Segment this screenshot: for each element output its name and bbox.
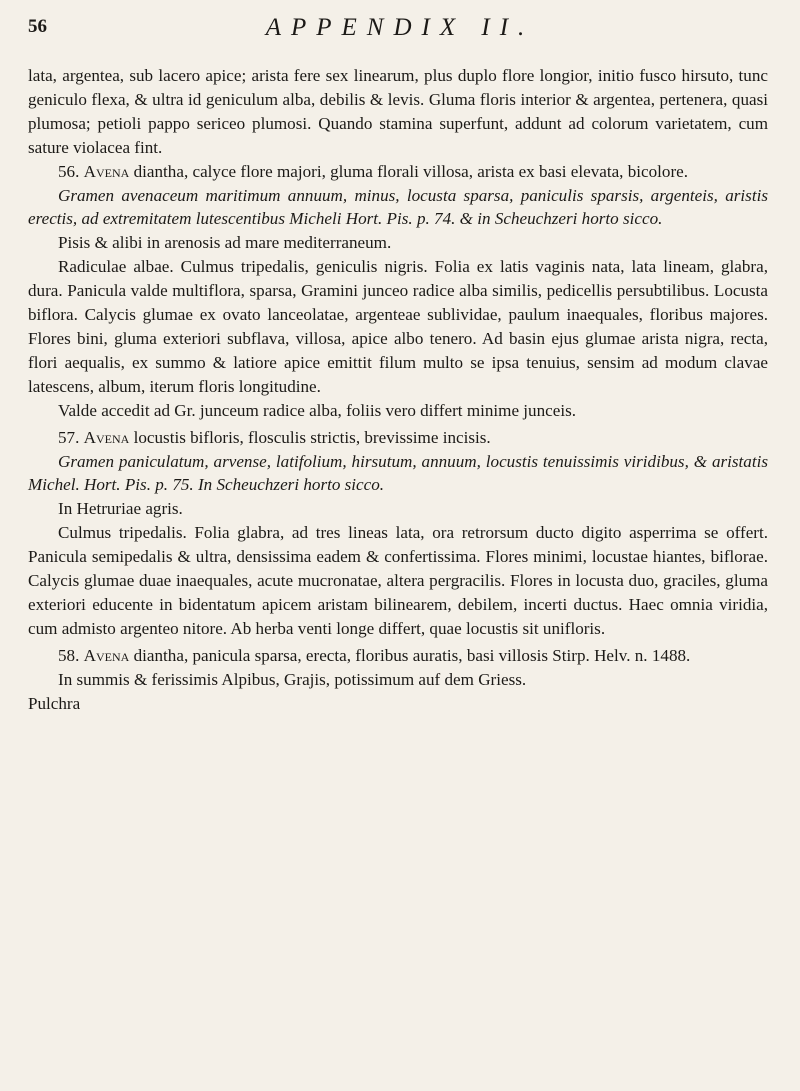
genus-name: Avena	[83, 427, 130, 447]
species-number: 56.	[58, 161, 80, 181]
synonym-text: Gramen avenaceum maritimum annuum, minus, locusta sparsa, paniculis sparsis, argenteis, aristis erectis, ad extremitatem lutescentibus Micheli Hort. Pis. p. 74. & in Scheuchzeri horto sicco.	[28, 185, 768, 229]
species-diagnosis: diantha, calyce flore majori, gluma florali villosa, arista ex basi elevata, bicolore.	[133, 161, 689, 181]
page-header	[0, 14, 800, 54]
habitat-entry	[28, 231, 768, 255]
paragraph-text: lata, argentea, sub lacero apice; arista fere sex linearum, plus duplo flore longior, initio fusco hirsuto, tunc geniculo flexa, & ultra id geniculum alba, debilis & levis. Gluma floris interior & argentea, pertenera, quasi plumosa; petioli pappo sericeo plumosi. Quando stamina superfunt, addunt ad colorum varietatem, cum sature violacea fint.	[28, 66, 768, 157]
description-text: Radiculae albae. Culmus tripedalis, geniculis nigris. Folia ex latis vaginis nata, lata lineam, glabra, dura. Panicula valde multiflora, sparsa, Gramini junceo radice alba similis, pedicellis persubtilibus. Locusta biflora. Calycis glumae ex ovato lanceolatae, argenteae sublividae, paulum inaequales, floribus majores. Flores bini, gluma exteriori subflava, villosa, apice albo tenero. Ad basin ejus glumae arista nigra, recta, flori aequalis, ex summo & latiore apice emittit filum multo se ipsa tenuius, sensim ad modum clavae latescens, album, iterum floris longitudine.	[28, 257, 768, 396]
description-paragraph	[28, 399, 768, 423]
page-number: 56	[28, 16, 47, 37]
paragraph-continuation	[28, 64, 768, 160]
synonym-text: Gramen paniculatum, arvense, latifolium, hirsutum, annuum, locustis tenuissimis viridibus, & aristatis Michel. Hort. Pis. p. 75. In Scheuchzeri horto sicco.	[28, 451, 768, 495]
genus-name: Avena	[83, 645, 130, 665]
species-number: 58.	[58, 645, 80, 665]
description-paragraph	[28, 521, 768, 641]
catchword-text: Pulchra	[28, 693, 81, 713]
running-head: APPENDIX II.	[265, 14, 535, 41]
genus-name: Avena	[83, 161, 130, 181]
description-text: Valde accedit ad Gr. junceum radice alba, foliis vero differt minime junceis.	[58, 400, 577, 420]
habitat-entry	[28, 668, 768, 692]
species-diagnosis: locustis bifloris, flosculis strictis, brevissime incisis.	[133, 427, 491, 447]
species-diagnosis: diantha, panicula sparsa, erecta, floribus auratis, basi villosis Stirp. Helv. n. 1488.	[133, 645, 691, 665]
description-paragraph	[28, 255, 768, 398]
habitat-entry	[28, 497, 768, 521]
synonym-entry	[28, 450, 768, 498]
species-entry-56	[28, 160, 768, 184]
description-text: Culmus tripedalis. Folia glabra, ad tres lineas lata, ora retrorsum ducto digito asperrima se offert. Panicula semipedalis & ultra, densissima eadem & confertissima. Flores minimi, locustae hiantes, biflorae. Calycis glumae duae inaequales, acute mucronatae, altera pergracilis. Flores in locusta duo, graciles, gluma exteriori educente in bidentatum apicem aristam bilinearem, debilem, incerti ductus. Haec omnia viridia, cum admisto argenteo nitore. Ab herba venti longe differt, quae locustis sit unifloris.	[28, 523, 768, 638]
species-entry-57	[28, 426, 768, 450]
habitat-text: In summis & ferissimis Alpibus, Grajis, potissimum auf dem Griess.	[58, 669, 527, 689]
habitat-text: Pisis & alibi in arenosis ad mare mediterraneum.	[58, 233, 392, 253]
catchword	[28, 692, 768, 716]
habitat-text: In Hetruriae agris.	[58, 499, 183, 519]
species-number: 57.	[58, 427, 80, 447]
synonym-entry	[28, 184, 768, 232]
text-body	[28, 64, 768, 715]
species-entry-58	[28, 644, 768, 668]
